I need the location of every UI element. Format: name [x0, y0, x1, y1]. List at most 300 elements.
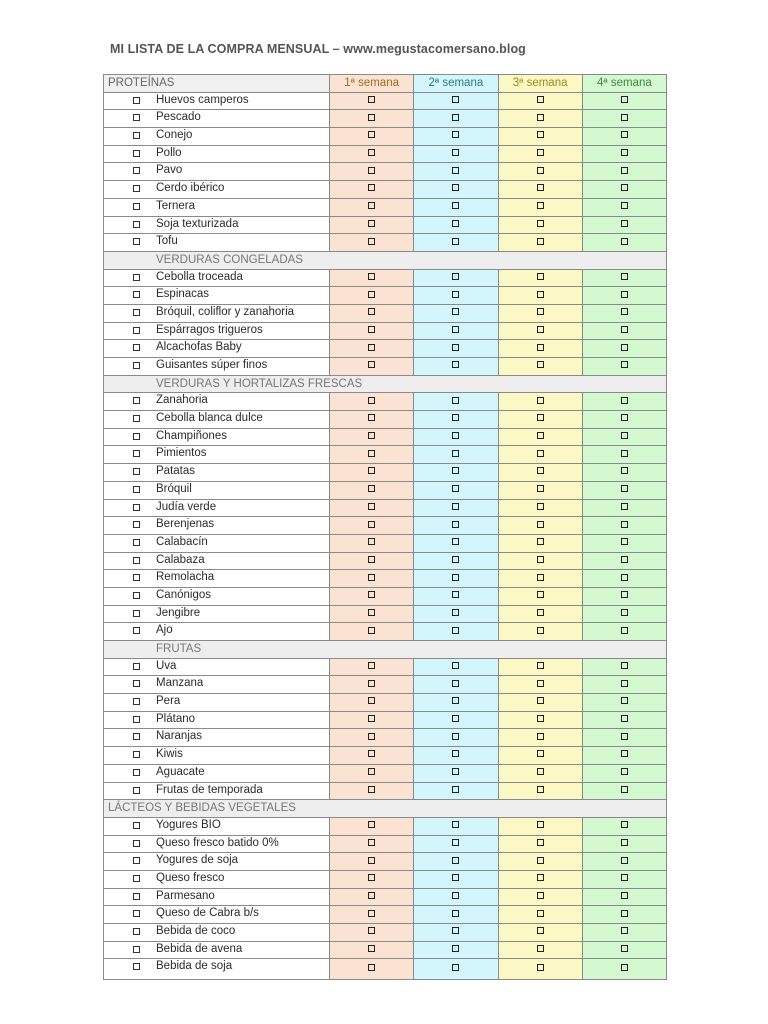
week-1-checkbox[interactable]: [368, 503, 375, 510]
item-checkbox[interactable]: [133, 362, 140, 369]
week-4-checkbox[interactable]: [621, 680, 628, 687]
week-4-checkbox[interactable]: [621, 786, 628, 793]
item-label: Ternera: [156, 199, 195, 212]
week-2-checkbox[interactable]: [452, 733, 459, 740]
week-1-checkbox[interactable]: [368, 184, 375, 191]
week-4-checkbox[interactable]: [621, 591, 628, 598]
list-item: [104, 411, 667, 429]
week-3-checkbox[interactable]: [537, 964, 544, 971]
week-4-checkbox[interactable]: [621, 750, 628, 757]
week-2-checkbox[interactable]: [452, 591, 459, 598]
week-1-checkbox[interactable]: [368, 521, 375, 528]
item-checkbox[interactable]: [133, 97, 140, 104]
week-2-checkbox[interactable]: [452, 857, 459, 864]
item-checkbox[interactable]: [133, 574, 140, 581]
week-2-checkbox[interactable]: [452, 821, 459, 828]
week-4-checkbox[interactable]: [621, 627, 628, 634]
week-2-checkbox[interactable]: [452, 662, 459, 669]
week-2-checkbox[interactable]: [452, 397, 459, 404]
item-checkbox[interactable]: [133, 787, 140, 794]
week-4-checkbox[interactable]: [621, 715, 628, 722]
week-4-checkbox[interactable]: [621, 397, 628, 404]
week-4-checkbox[interactable]: [621, 202, 628, 209]
week-3-checkbox[interactable]: [537, 361, 544, 368]
week-4-checkbox[interactable]: [621, 414, 628, 421]
week-2-checkbox[interactable]: [452, 149, 459, 156]
week-3-checkbox[interactable]: [537, 768, 544, 775]
week-2-checkbox[interactable]: [452, 768, 459, 775]
week-3-checkbox[interactable]: [537, 432, 544, 439]
week-3-checkbox[interactable]: [537, 857, 544, 864]
week-4-checkbox[interactable]: [621, 609, 628, 616]
week-2-checkbox[interactable]: [452, 114, 459, 121]
week-3-checkbox[interactable]: [537, 485, 544, 492]
week-4-checkbox[interactable]: [621, 521, 628, 528]
week-3-checkbox[interactable]: [537, 662, 544, 669]
item-label: Yogures BIO: [156, 818, 221, 831]
item-checkbox[interactable]: [133, 415, 140, 422]
list-item: [104, 110, 667, 128]
item-checkbox[interactable]: [133, 291, 140, 298]
list-item: [104, 287, 667, 305]
list-item: [104, 198, 667, 216]
week-2-checkbox[interactable]: [452, 680, 459, 687]
item-checkbox[interactable]: [133, 822, 140, 829]
week-4-checkbox[interactable]: [621, 238, 628, 245]
item-checkbox[interactable]: [133, 238, 140, 245]
item-checkbox[interactable]: [133, 840, 140, 847]
week-1-checkbox[interactable]: [368, 768, 375, 775]
week-1-checkbox[interactable]: [368, 964, 375, 971]
week-3-checkbox[interactable]: [537, 839, 544, 846]
week-3-checkbox[interactable]: [537, 414, 544, 421]
week-3-checkbox[interactable]: [537, 467, 544, 474]
item-label: Naranjas: [156, 730, 203, 743]
item-label: Berenjenas: [156, 518, 215, 531]
week-1-checkbox[interactable]: [368, 397, 375, 404]
week-1-checkbox[interactable]: [368, 697, 375, 704]
week-3-checkbox[interactable]: [537, 291, 544, 298]
week-4-checkbox[interactable]: [621, 131, 628, 138]
week-3-checkbox[interactable]: [537, 574, 544, 581]
list-item: [104, 216, 667, 234]
week-1-checkbox[interactable]: [368, 662, 375, 669]
week-1-checkbox[interactable]: [368, 467, 375, 474]
week-3-checkbox[interactable]: [537, 308, 544, 315]
week-4-checkbox[interactable]: [621, 768, 628, 775]
item-label: Jengibre: [156, 606, 201, 619]
week-3-checkbox[interactable]: [537, 521, 544, 528]
week-3-checkbox[interactable]: [537, 202, 544, 209]
item-checkbox[interactable]: [133, 114, 140, 121]
week-1-checkbox[interactable]: [368, 450, 375, 457]
week-3-checkbox[interactable]: [537, 627, 544, 634]
week-1-checkbox[interactable]: [368, 750, 375, 757]
item-checkbox[interactable]: [133, 167, 140, 174]
week-4-checkbox[interactable]: [621, 892, 628, 899]
week-3-checkbox[interactable]: [537, 910, 544, 917]
week-2-checkbox[interactable]: [452, 627, 459, 634]
week-4-checkbox[interactable]: [621, 220, 628, 227]
list-item: [104, 747, 667, 765]
week-2-checkbox[interactable]: [452, 167, 459, 174]
week-3-checkbox[interactable]: [537, 715, 544, 722]
item-checkbox[interactable]: [133, 327, 140, 334]
week-4-checkbox[interactable]: [621, 503, 628, 510]
list-item: [104, 782, 667, 800]
week-3-checkbox[interactable]: [537, 220, 544, 227]
week-3-checkbox[interactable]: [537, 96, 544, 103]
week-3-checkbox[interactable]: [537, 609, 544, 616]
week-1-checkbox[interactable]: [368, 733, 375, 740]
item-checkbox[interactable]: [133, 592, 140, 599]
week-2-checkbox[interactable]: [452, 945, 459, 952]
week-2-checkbox[interactable]: [452, 467, 459, 474]
item-checkbox[interactable]: [133, 221, 140, 228]
section-header-row: [104, 251, 667, 269]
week-1-checkbox[interactable]: [368, 291, 375, 298]
week-3-checkbox[interactable]: [537, 397, 544, 404]
week-2-checkbox[interactable]: [452, 131, 459, 138]
week-3-checkbox[interactable]: [537, 131, 544, 138]
week-4-checkbox[interactable]: [621, 308, 628, 315]
week-2-checkbox[interactable]: [452, 715, 459, 722]
list-item: [104, 676, 667, 694]
week-4-checkbox[interactable]: [621, 361, 628, 368]
item-checkbox[interactable]: [133, 680, 140, 687]
list-item: [104, 393, 667, 411]
week-3-checkbox[interactable]: [537, 114, 544, 121]
item-checkbox[interactable]: [133, 627, 140, 634]
week-1-checkbox[interactable]: [368, 786, 375, 793]
list-item: [104, 163, 667, 181]
week-2-checkbox[interactable]: [452, 273, 459, 280]
item-checkbox[interactable]: [133, 610, 140, 617]
item-checkbox[interactable]: [133, 910, 140, 917]
item-label: Canónigos: [156, 588, 211, 601]
week-3-checkbox[interactable]: [537, 238, 544, 245]
week-4-checkbox[interactable]: [621, 96, 628, 103]
week-1-checkbox[interactable]: [368, 609, 375, 616]
week-1-checkbox[interactable]: [368, 574, 375, 581]
week-4-checkbox[interactable]: [621, 450, 628, 457]
item-checkbox[interactable]: [133, 433, 140, 440]
week-2-checkbox[interactable]: [452, 326, 459, 333]
week-3-checkbox[interactable]: [537, 326, 544, 333]
week-1-checkbox[interactable]: [368, 839, 375, 846]
week-1-checkbox[interactable]: [368, 874, 375, 881]
week-2-checkbox[interactable]: [452, 361, 459, 368]
week-4-checkbox[interactable]: [621, 485, 628, 492]
week-1-checkbox[interactable]: [368, 715, 375, 722]
section-title: FRUTAS: [156, 642, 202, 655]
list-item: [104, 906, 667, 924]
item-checkbox[interactable]: [133, 963, 140, 970]
item-label: Calabaza: [156, 553, 205, 566]
week-3-checkbox[interactable]: [537, 945, 544, 952]
list-item: [104, 924, 667, 942]
week-2-checkbox[interactable]: [452, 574, 459, 581]
item-label: Espárragos trigueros: [156, 323, 263, 336]
section-title: VERDURAS CONGELADAS: [156, 253, 303, 266]
list-item: [104, 729, 667, 747]
item-label: Bebida de coco: [156, 925, 236, 937]
week-1-checkbox[interactable]: [368, 238, 375, 245]
list-item: [104, 517, 667, 535]
list-item: [104, 534, 667, 552]
week-2-checkbox[interactable]: [452, 874, 459, 881]
item-label: Yogures de soja: [156, 854, 239, 867]
week-2-checkbox[interactable]: [452, 344, 459, 351]
item-checkbox[interactable]: [133, 857, 140, 864]
list-item: [104, 623, 667, 641]
week-2-checkbox[interactable]: [452, 521, 459, 528]
item-checkbox[interactable]: [133, 557, 140, 564]
item-label: Bróquil, coliflor y zanahoria: [156, 305, 295, 318]
week-2-checkbox[interactable]: [452, 220, 459, 227]
section-header-row: [104, 75, 667, 93]
item-label: Aguacate: [156, 765, 205, 778]
week-3-checkbox[interactable]: [537, 697, 544, 704]
item-checkbox[interactable]: [133, 450, 140, 457]
week-2-checkbox[interactable]: [452, 697, 459, 704]
week-4-checkbox[interactable]: [621, 432, 628, 439]
item-label: Alcachofas Baby: [156, 341, 242, 354]
week-3-checkbox[interactable]: [537, 892, 544, 899]
week-2-checkbox[interactable]: [452, 538, 459, 545]
week-2-checkbox[interactable]: [452, 238, 459, 245]
week-4-checkbox[interactable]: [621, 874, 628, 881]
week-4-checkbox[interactable]: [621, 964, 628, 971]
week-3-checkbox[interactable]: [537, 556, 544, 563]
week-2-checkbox[interactable]: [452, 927, 459, 934]
week-3-checkbox[interactable]: [537, 167, 544, 174]
item-label: Tofu: [156, 235, 178, 248]
week-3-checkbox[interactable]: [537, 927, 544, 934]
week-4-checkbox[interactable]: [621, 821, 628, 828]
week-2-checkbox[interactable]: [452, 308, 459, 315]
item-checkbox[interactable]: [133, 468, 140, 475]
week-2-checkbox[interactable]: [452, 432, 459, 439]
item-label: Cerdo ibérico: [156, 182, 225, 195]
item-label: Bebida de avena: [156, 942, 243, 955]
item-checkbox[interactable]: [133, 946, 140, 953]
week-4-checkbox[interactable]: [621, 697, 628, 704]
week-4-checkbox[interactable]: [621, 326, 628, 333]
item-checkbox[interactable]: [133, 397, 140, 404]
week-3-checkbox[interactable]: [537, 733, 544, 740]
week-2-checkbox[interactable]: [452, 96, 459, 103]
item-checkbox[interactable]: [133, 698, 140, 705]
week-2-checkbox[interactable]: [452, 184, 459, 191]
item-checkbox[interactable]: [133, 716, 140, 723]
week-4-checkbox[interactable]: [621, 927, 628, 934]
week-3-checkbox[interactable]: [537, 786, 544, 793]
item-label: Champiñones: [156, 429, 227, 442]
item-checkbox[interactable]: [133, 132, 140, 139]
week-4-checkbox[interactable]: [621, 149, 628, 156]
week-4-checkbox[interactable]: [621, 857, 628, 864]
item-checkbox[interactable]: [133, 893, 140, 900]
item-checkbox[interactable]: [133, 539, 140, 546]
week-1-checkbox[interactable]: [368, 220, 375, 227]
list-item: [104, 340, 667, 358]
week-3-checkbox[interactable]: [537, 750, 544, 757]
week-2-checkbox[interactable]: [452, 485, 459, 492]
week-1-checkbox[interactable]: [368, 96, 375, 103]
item-checkbox[interactable]: [133, 663, 140, 670]
week-1-checkbox[interactable]: [368, 326, 375, 333]
item-label: Calabacín: [156, 535, 208, 548]
week-4-checkbox[interactable]: [621, 538, 628, 545]
week-1-checkbox[interactable]: [368, 910, 375, 917]
section-header-row: [104, 641, 667, 659]
week-2-checkbox[interactable]: [452, 450, 459, 457]
week-3-checkbox[interactable]: [537, 821, 544, 828]
item-label: Kiwis: [156, 748, 183, 761]
item-label: Plátano: [156, 712, 196, 725]
item-checkbox[interactable]: [133, 751, 140, 758]
item-checkbox[interactable]: [133, 274, 140, 281]
week-1-checkbox[interactable]: [368, 591, 375, 598]
week-3-checkbox[interactable]: [537, 874, 544, 881]
week-2-checkbox[interactable]: [452, 609, 459, 616]
item-checkbox[interactable]: [133, 344, 140, 351]
week-4-checkbox[interactable]: [621, 945, 628, 952]
week-1-header: 1ª semana: [330, 75, 414, 93]
week-1-checkbox[interactable]: [368, 414, 375, 421]
section-title: LÁCTEOS Y BEBIDAS VEGETALES: [108, 802, 296, 815]
week-4-checkbox[interactable]: [621, 344, 628, 351]
week-4-checkbox[interactable]: [621, 574, 628, 581]
list-item: [104, 234, 667, 252]
week-1-checkbox[interactable]: [368, 361, 375, 368]
item-label: Queso fresco: [156, 871, 225, 884]
list-item: [104, 835, 667, 853]
week-4-checkbox[interactable]: [621, 184, 628, 191]
list-item: [104, 941, 667, 959]
week-1-checkbox[interactable]: [368, 273, 375, 280]
week-3-checkbox[interactable]: [537, 344, 544, 351]
week-4-checkbox[interactable]: [621, 733, 628, 740]
week-4-checkbox[interactable]: [621, 662, 628, 669]
week-1-checkbox[interactable]: [368, 432, 375, 439]
item-label: Patatas: [156, 465, 195, 478]
list-item: [104, 552, 667, 570]
week-1-checkbox[interactable]: [368, 680, 375, 687]
week-3-checkbox[interactable]: [537, 591, 544, 598]
week-3-checkbox[interactable]: [537, 503, 544, 510]
week-3-checkbox[interactable]: [537, 149, 544, 156]
week-1-checkbox[interactable]: [368, 927, 375, 934]
week-2-checkbox[interactable]: [452, 202, 459, 209]
week-4-checkbox[interactable]: [621, 114, 628, 121]
week-2-checkbox[interactable]: [452, 892, 459, 899]
item-label: Bróquil: [156, 482, 192, 495]
week-3-checkbox[interactable]: [537, 538, 544, 545]
week-2-checkbox[interactable]: [452, 910, 459, 917]
item-label: Guisantes súper finos: [156, 359, 268, 371]
item-checkbox[interactable]: [133, 486, 140, 493]
week-2-checkbox[interactable]: [452, 786, 459, 793]
week-4-checkbox[interactable]: [621, 839, 628, 846]
item-label: Conejo: [156, 129, 193, 142]
week-2-checkbox[interactable]: [452, 556, 459, 563]
week-3-checkbox[interactable]: [537, 450, 544, 457]
week-1-checkbox[interactable]: [368, 149, 375, 156]
week-2-checkbox[interactable]: [452, 750, 459, 757]
item-label: Pollo: [156, 146, 182, 159]
week-3-checkbox[interactable]: [537, 273, 544, 280]
list-item: [104, 499, 667, 517]
week-1-checkbox[interactable]: [368, 892, 375, 899]
week-1-checkbox[interactable]: [368, 945, 375, 952]
item-label: Frutas de temporada: [156, 783, 263, 796]
list-item: [104, 446, 667, 464]
week-1-checkbox[interactable]: [368, 627, 375, 634]
week-1-checkbox[interactable]: [368, 485, 375, 492]
week-4-checkbox[interactable]: [621, 556, 628, 563]
item-checkbox[interactable]: [133, 733, 140, 740]
shopping-list-table: [103, 74, 667, 980]
item-checkbox[interactable]: [133, 185, 140, 192]
list-item: [104, 464, 667, 482]
item-label: Pavo: [156, 164, 183, 177]
item-checkbox[interactable]: [133, 875, 140, 882]
week-2-checkbox[interactable]: [452, 964, 459, 971]
item-checkbox[interactable]: [133, 150, 140, 157]
week-3-checkbox[interactable]: [537, 680, 544, 687]
week-1-checkbox[interactable]: [368, 821, 375, 828]
list-item: [104, 304, 667, 322]
week-4-checkbox[interactable]: [621, 291, 628, 298]
item-label: Bebida de soja: [156, 960, 233, 973]
week-1-checkbox[interactable]: [368, 131, 375, 138]
list-item: [104, 92, 667, 110]
week-1-checkbox[interactable]: [368, 344, 375, 351]
item-checkbox[interactable]: [133, 203, 140, 210]
item-checkbox[interactable]: [133, 521, 140, 528]
week-4-checkbox[interactable]: [621, 467, 628, 474]
item-checkbox[interactable]: [133, 309, 140, 316]
week-1-checkbox[interactable]: [368, 308, 375, 315]
week-3-checkbox[interactable]: [537, 184, 544, 191]
item-checkbox[interactable]: [133, 928, 140, 935]
week-1-checkbox[interactable]: [368, 857, 375, 864]
week-2-checkbox[interactable]: [452, 291, 459, 298]
item-label: Uva: [156, 659, 177, 672]
week-1-checkbox[interactable]: [368, 556, 375, 563]
list-item: [104, 605, 667, 623]
week-4-checkbox[interactable]: [621, 273, 628, 280]
week-1-checkbox[interactable]: [368, 202, 375, 209]
item-checkbox[interactable]: [133, 504, 140, 511]
item-label: Huevos camperos: [156, 93, 249, 106]
week-2-checkbox[interactable]: [452, 839, 459, 846]
list-item: [104, 128, 667, 146]
item-checkbox[interactable]: [133, 769, 140, 776]
week-2-checkbox[interactable]: [452, 414, 459, 421]
week-4-checkbox[interactable]: [621, 167, 628, 174]
week-2-checkbox[interactable]: [452, 503, 459, 510]
list-item: [104, 658, 667, 676]
week-1-checkbox[interactable]: [368, 538, 375, 545]
item-label: Parmesano: [156, 889, 215, 902]
section-header-row: [104, 375, 667, 393]
week-4-checkbox[interactable]: [621, 910, 628, 917]
week-1-checkbox[interactable]: [368, 114, 375, 121]
week-1-checkbox[interactable]: [368, 167, 375, 174]
